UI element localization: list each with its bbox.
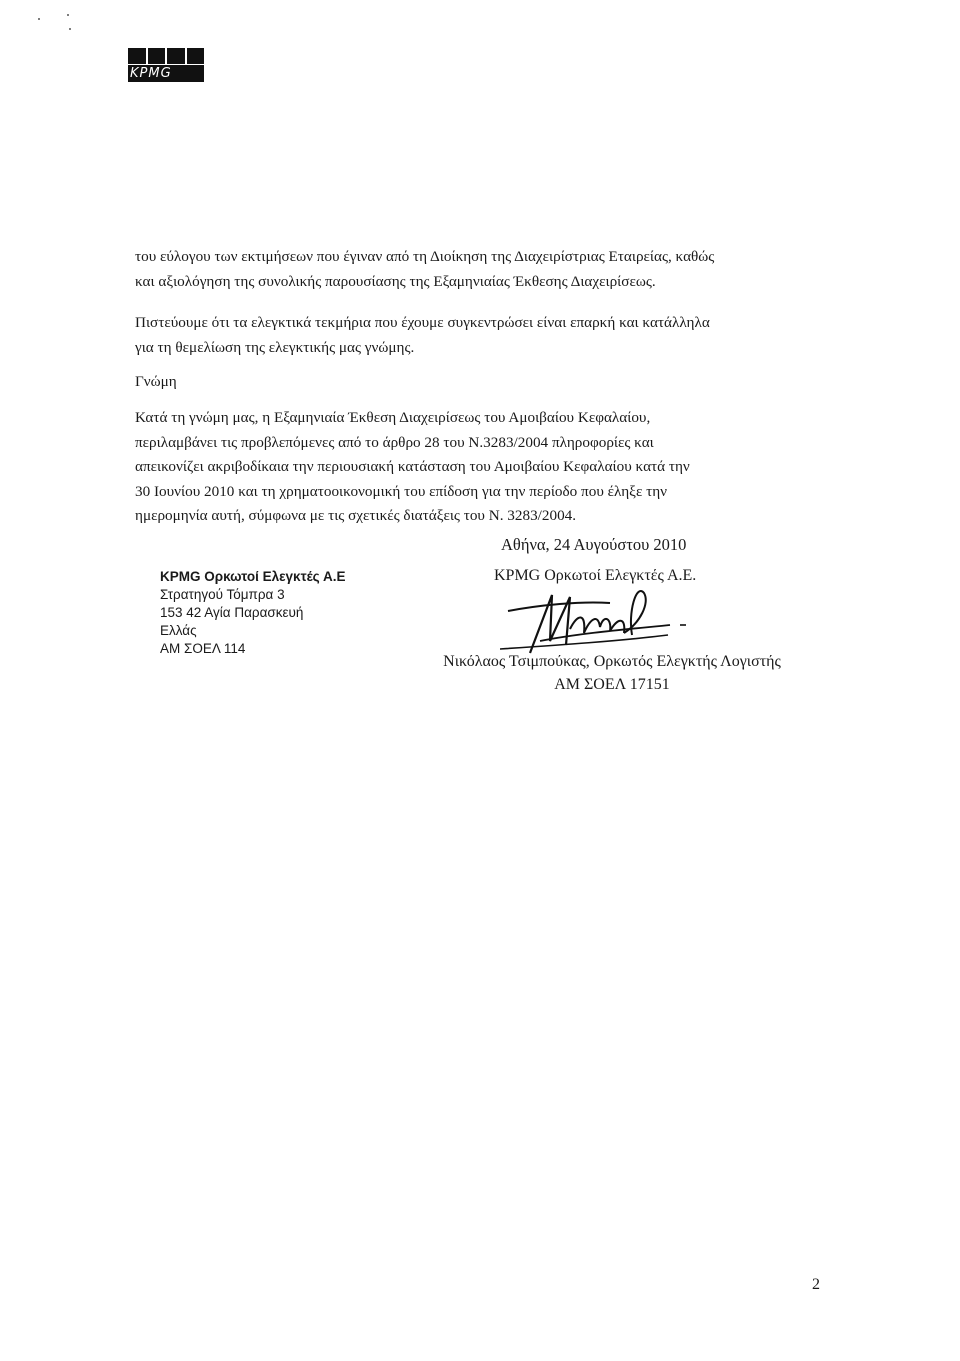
address-firm: KPMG Ορκωτοί Ελεγκτές Α.Ε <box>160 569 346 584</box>
page-number: 2 <box>812 1276 820 1293</box>
signatory-block <box>412 650 812 696</box>
logo-blocks <box>128 48 204 64</box>
text-line: περιλαμβάνει τις προβλεπόμενες από το άρθρο 28 του Ν.3283/2004 πληροφορίες και <box>135 433 654 451</box>
address-street: Στρατηγού Τόμπρα 3 <box>160 587 285 602</box>
kpmg-logo <box>128 48 204 82</box>
paragraph-estimates <box>135 245 835 294</box>
signatory-reg: ΑΜ ΣΟΕΛ 17151 <box>554 676 670 693</box>
text-line: του εύλογου των εκτιμήσεων που έγιναν από τη Διοίκηση της Διαχειρίστριας Εταιρείας, καθώς <box>135 248 715 265</box>
address-city: 153 42 Αγία Παρασκευή <box>160 605 304 620</box>
signatory-name: Νικόλαος Τσιμπούκας, Ορκωτός Ελεγκτής Λογιστής <box>443 653 781 670</box>
paragraph-evidence <box>135 311 835 360</box>
place-date: Αθήνα, 24 Αυγούστου 2010 <box>501 535 687 554</box>
paragraph-opinion <box>135 406 835 529</box>
address-country: Ελλάς <box>160 623 197 638</box>
text-line: 30 Ιουνίου 2010 και τη χρηματοοικονομική του επίδοση για την περίοδο που έληξε την <box>135 482 668 500</box>
scan-speck <box>69 28 71 30</box>
text-line: Κατά τη γνώμη μας, η Εξαμηνιαία Έκθεση Διαχειρίσεως του Αμοιβαίου Κεφαλαίου, <box>135 409 651 426</box>
scan-speck <box>38 18 40 20</box>
opinion-heading: Γνώμη <box>135 373 177 390</box>
scan-speck <box>67 14 69 16</box>
text-line: απεικονίζει ακριβοδίκαια την περιουσιακή κατάσταση του Αμοιβαίου Κεφαλαίου κατά την <box>135 458 690 475</box>
address-reg: ΑΜ ΣΟΕΛ 114 <box>160 641 246 656</box>
logo-wordmark: KPMG <box>128 65 204 82</box>
text-line: και αξιολόγηση της συνολικής παρουσίασης της Εξαμηνιαίας Έκθεσης Διαχειρίσεως. <box>135 272 656 290</box>
firm-address-block <box>160 568 345 658</box>
signatory-firm: KPMG Ορκωτοί Ελεγκτές Α.Ε. <box>494 567 697 584</box>
text-line: για τη θεμελίωση της ελεγκτικής μας γνώμης. <box>135 338 415 356</box>
text-line: Πιστεύουμε ότι τα ελεγκτικά τεκμήρια που έχουμε συγκεντρώσει είναι επαρκή και κατάλληλα <box>135 314 710 331</box>
text-line: ημερομηνία αυτή, σύμφωνα με τις σχετικές διατάξεις του Ν. 3283/2004. <box>135 507 577 524</box>
